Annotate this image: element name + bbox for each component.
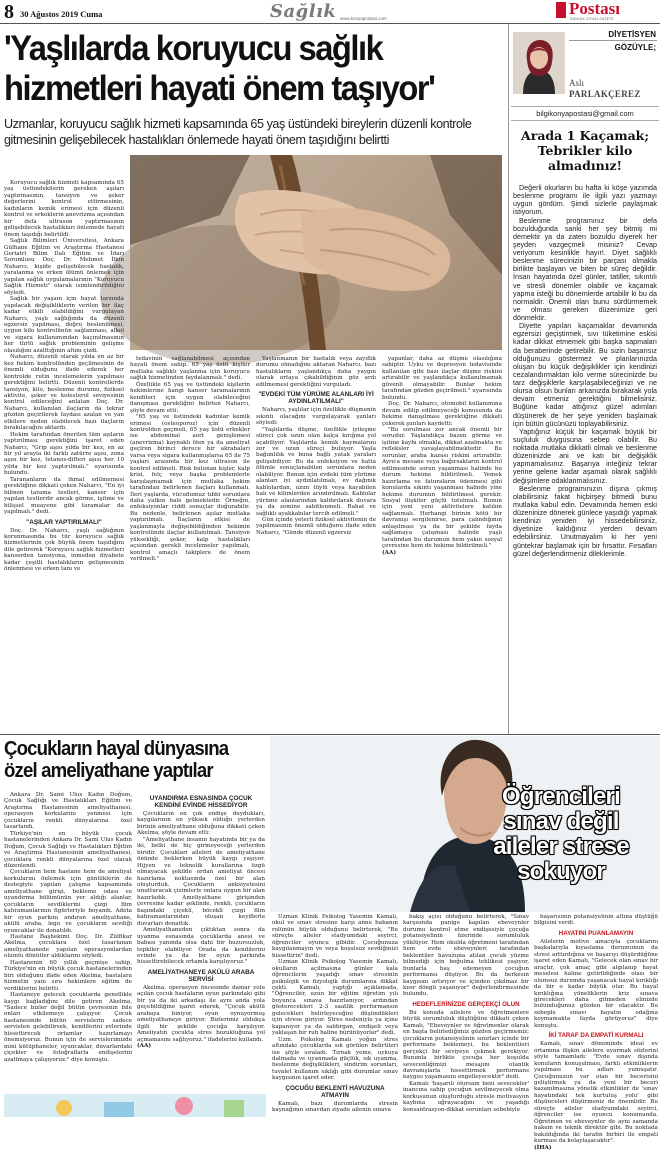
columnist-first-name: Aslı [569,78,585,88]
columnist-kicker2: GÖZÜYLE; [614,43,656,52]
story3-subhead-goals: HEDEFLERİNİZDE GERÇEKÇİ OLUN [412,1000,520,1008]
main-article-col4: yapanlar, daha az düşme olasılığına sahiptir. Uyku ve depresyon tedavisinde kullanılan gibi bazı ilaçlar düşme riskini artırabilir ve yaşlandıkça kullanılmamak güvenli olmayabilir. Bunlar hekim tarafından gözden geçirilmeli." uyarısında bulundu. Doç. Dr. Naharcı, otomobil kullanımına devam edilip edilmeyeceği konusunda da hekime danışılması gerektiğine dikkati çekerek şunları kaydetti: "Bu sorulması zor ancak önemli bir sorudur. Yaşlandıkça bazen görme ve işitme kaybı olmakla, dikkat azalmakta ve refleksler yavaşlayabilmektedir. Bu sorunlar, araba kazası riskini artırabilir. Ayrıca mesane veya bağırsakların kontrol edilmesinde sorun yaşanması halinde bu durum hekime bildirilmeli. Yemek hazırlama ve faturaların ödenmesi gibi konularda sıkıntı yaşanması halinde yine hekime durumun bildirilmesi gerekir. Sosyal ilişkiler güçlü tutulmalı. Bunun için yeni yeni aktivitelere katılım sağlanmalı. Herhangi birinin kötü bir davranışı sergilenirse, para çalındığının anlaşılması ya da bir şekilde fayda sağlamaya çalışması halinde yaşlı tarafından bu durumun hem yakın sosyal çevresine hem de hekime bildirilmeli." (AA) [382,356,502,556]
columnist-last-name: PARLAKÇEREZ [569,89,641,99]
logo-tagline: GÜNLÜK SİYASİ GAZETE [570,17,614,21]
main-headline-line2: hizmetleri hayati önem taşıyor' [4,68,435,108]
page-number: 8 [4,1,14,23]
section-divider [0,734,660,735]
issue-date: 30 Ağustos 2019 Cuma [20,9,103,19]
story3-col3: başarısının potansiyelinin altına düştüğü bilgisini verdi. HAYATINI PUANLAMAYIN Ailelerin motive amacıyla çocuklarını başkalarıyla kıyaslama durumunun da stresi arttırdığına ve başarıyı düşürdüğüne işaret eden Kamalı, "Gelecek olan sınav bir araçtır, çok amaç gibi algılanıp hayat meselesi haline getirildiğinde olası bir olumsuz durumda yaşanacak hayal kırıklığı da bir o kadar büyük olur. Bu hayal kırıklığına yöneliklerin kriz sınava girecekleri daha gitmeden elinizde bulunduğunuz gözden bir olacaktır. Bu sebeple sınavı hayatın odağına koymamakta fayda görüyoruz" diye konuştu. İKİ TARAF DA EMPATİ KURMALI Kamalı, sınav döneminde ideal ev ortamına ilişkin ailelere uyarmak sözlerini şöyle tamamladı: "Evde sınav dışında konuların konuşulması, farklı etkinliklerin yapılması bu adları yumuşatır. Çocuğunuzun var olan bir becerisini geliştirmek ya da yeni bir beceri kazanılmasına yönelik etkinlikler de 'sınav hayatındaki tek kurtuluş yolu' gibi düşünceleri düşürmeniz de önemlidir. Bu süreçte aileler stadyumdaki seyirci, öğrenciler ise oyuncu konumunda. Öğretmen ve ebeveynler de aynı zamanda hakem ve teknik direktör gibi. Bu noktada bakıldığında iki tarafın birbiri ile empati kurması da kolaylaşacaktır". (İHA) [534,914,658,1151]
columnist-kicker1: DİYETİSYEN [608,30,656,39]
story3-headline-line1: Öğrencileri [502,783,620,810]
operating-room-photo [4,1094,266,1117]
story3-source: (İHA) [534,1144,552,1151]
main-subhead-vaccines: "AŞILAR YAPTIRILMALI" [26,518,102,526]
student-photo [270,736,660,912]
story3-headline-line3: aileler strese [493,833,629,860]
story2-headline [4,738,266,782]
story3-col2: bakış açısı olduğunu belirterek, "Sınav karşısında panige kapılan ebeveynler durumu kontrol etme endişesiyle çocuğa potansiyelinin üzerinde sorumluluk yüklüyor. Hem okulda öğretmeni tarafından hem evde ebeveynleri tarafından beklentiler havuzuna atılan çocuk yüzme bilmediği için boğulma tehlikesi yaşıyor, bunlarla baş edemeyen çocuğun performansı düşüyor. Bu da herkesin kaygısını artırıyor ve içinden çıkılmaz bir kısır döngü yaşanıyor" değerlendirmesinde bulundu. HEDEFLERİNİZDE GERÇEKÇİ OLUN Bu konuda ailelere ve öğretmenlere büyük sorumluluk düştüğüne dikkati çeken Kamalı, "Ebeveynler ve öğretmenler olarak en başta belirlediğimiz gözden geçirmemiz; çocukların potansiyelinin sınırları içinde bir performans beklemeyi, bu beklentileri gerçekçi bir seviyeye çekmek gerekiyor. Bununla birlikte çocuğa her koşulda sevecenliğimizi mesajını otantik davranışlarla hissettirmek performans kaygısı yaşamasını engelleyecektir" dedi. Kamalı 'başarılı olursam beni sevecekler' inancına sahip çocuğun sevilmeyecek olma korkusunun oluşturduğu stresle motivasyon kaybına uğrayacağını ve yaşadığı konsantrasyon-dikkat sorunları sebebiyle [403,914,529,1113]
hands-cane-illustration [130,155,502,350]
logo-word: Postası [569,0,620,18]
woman-portrait-icon [513,32,565,94]
story2-headline-line2: özel ameliyathane yaptılar [4,760,213,782]
page-header [0,0,660,24]
newspaper-logo [556,0,660,22]
site-url[interactable]: www.konyapostasi.com [340,16,387,21]
main-headline-line1: 'Yaşlılarda koruyucu sağlık [4,28,383,68]
main-article-source: (AA) [382,549,396,556]
main-article-col3: Yaşlanmanın bir hastalık veya zayıflık durumu olmadığını aktaran Naharcı, bazı hastalıkların yaşlandıkça daha yaygın olarak ortaya çıkabildiğinin göz ardı edilmemesi gerektiğini vurguladı. "EVDEKİ TÜM YÜRÜME ALANLARI İYİ AYDINLATILMALI" Naharcı, yaşlılar için özellikle düşmenin sıkıntı olacağını vurgulayarak şunları söyledi: "Yaşlılarda düşme, özellikle iyileşme süreci çok uzun olan kalça kırığına yol açabiliyor. Yaşlılarda kemik kaymalarını zor ve uzun süreçi buluyor. Yaşla bağımlılık ve buna bağlı yatak yaraları gelişebiliyor. Bu da enfeksiyon ve hatta ölümle sonuçlanabilen sorunlara neden olabiliyor. Bunun için evdeki tüm yürüme alanları iyi aydınlatılmalı, ev dağınık kablolardan, uzun tüylü veya kayabilen halı ve kilimlerden arındırılmalı. Kablolar yürüme alanlarından kaldırılarak duvara ya da zemine sabitlenmeli. Rahat ve sağlıklı ayakkabılar tercih edilmeli." Gün içinde yeterli fiziksel aktivitenin de yapılmasının önemli olduğunu ifade eden Naharcı, "Günde düzenli egzersiz [256,356,376,536]
story2-headline-line1: Çocukların hayal dünyasına [4,738,229,760]
main-article-col1: Koruyucu sağlık hizmeti kapsamında 65 yaş üstündekilerin gereken aşıları yaptırmasının, tansiyon ve şeker değerlerini kontrol ettirmesinin, kadınların kemik erimesi için düzenli kontrol ve erkeklerin anevrizma açısından bir defa ultrason yaptırmasının gelişebilecek hastalıkları önlemede hayati önem taşıdığı belirtildi. Sağlık Bilimleri Üniversitesi, Ankara Gülhane Eğitim ve Araştırma Hastanesi Geriatri Bilim Dalı Eğitim ve İdari Sorumlusu Doç. Dr. Mehmet İlkin Naharcı, kişide gelişebilecek hastalık, yaralanma ve erken ölümü önlemek için yapılan sağlık uygulamalarının "Koruyucu Sağlık Hizmeti" olarak isimlendirildiğini söyledi. Sağlık bir yaşam için hayat tarzında yapılacak değişikliklerin verilen bir ilaç kadar etkili olabildiğini vurgulayan Naharcı, yaşlı sağlığında da düzenli egzersiz yapılması, doğru beslenilmesi, uygun kilo kontrolünün sağlanması, alkol ve sigara kullanımından kaçınılmasının her türlü sağlık probleminin gelişme olasılığını azalttığının altını çizdi. Naharcı, düzenli olarak yılda en az bir kez hekim kontrolünden geçilmesinin de önemli olduğunu ifade ederek her kontrolde rutin incelemelerin yapılması gerektiğini belirtti. Düzenli kontrollerde tansiyon, kilo, beslenme durumu, fiziksel aktivite, şeker ve kolesterol seviyesinin kontrol edileceğini anlatan Doç. Dr. Naharcı, kullanılan ilaçların da tekrar gözden geçirilerek faydası azalan ve yan etkilere neden olabilecek bazı ilaçların bırakılacağını aktardı. Hekim tarafından önerilen tüm aşıların yaptırılması gerektiğini işaret eden Naharcı, "Grip aşısı yılda bir kez, en az bir yıl arayla iki farklı zatürre aşısı, zona aşısı bir kez, tetanos-difteri aşısı her 10 yılda bir kez yaptırılmalı." uyarısında bulundu. Tarananların da ihmal edilmemesi gerektiğine dikkati çeken Naharcı, "En iyi bilinen tarama testleri, kanser için yapılan testlerdir ancak görme, işitme ve bilişsel muayene gibi taramalar da yapılmalı." dedi. "AŞILAR YAPTIRILMALI" Doç. Dr. Naharcı, yaşlı sağlığının korunmasında bu tür koruyucu sağlık hizmetlerinin çok büyük önem taşıdığını dile getirerek "Koruyucu sağlık hizmetleri kanserden tansiyona, inmeden diyabete kadar çeşitli hastalıkların gelişmesinin önlenmesi ve erken tanı ve [4,180,124,573]
story3-subhead-empathy: İKİ TARAF DA EMPATİ KURMALI [548,1032,644,1040]
story3-col1: Uzman Klinik Psikolog Yasemin Kamalı, okul ve sınav stresine karşı anne babanın rolünün büyük olduğunu belirterek, "Bu süreçte aileler stadyumdaki seyirci, öğrenciler oyuncu gibidir. Çocuğunuza kaygılanmayın ve veya koşulsuz sevdiğinizi hissettirin" dedi. Uzman Klinik Psikolog Yasemin Kamalı, okulların açılmasına günler kala öğrencilerin yaşadığı sınav stresinin psikolojik ve fizyolojik durumlarına dikkat çekti. Kamalı, yaptığı açıklamada, "Öğrenciler, uzun bir eğitim öğretim yılı boyunca sınava hazırlanıyor, ardından gösterecekleri 2-3 saatlik performansın gelecekleri belirleyeceğini düşündükleri için strese giriyor. Stres nedeniyle ya içine kapanıyor ya da saldırgan, endişeli veya yaklaşan bir ruh haline bürünüyorlar" dedi. Uzm. Psikolog Kamalı yoğun stres altındaki çocuklarda sık görülen belirtileri ise şöyle sıraladı: Tırnak yeme, uykuya dalmada ve uyanmada güçlük, sık uyanma, beslenme değişiklikleri, sindirim sorunları, tuvalet kullanım sıklığı gibi durumlar sınav kaygısının işaret eder. ÇOCUĞU BEKLENTİ HAVUZUNA ATMAYIN Kamalı, bazı durumlarda stresin kaynağının sınavdan ziyade ailenin sınava [272,914,398,1114]
story3-headline [466,784,656,884]
main-col1-body: Koruyucu sağlık hizmeti kapsamında 65 yaş üstündekilerin gereken aşıları yaptırmasının, tansiyon ve şeker değerlerini kontrol ettirmesinin, kadınların kemik erimesi için düzenli kontrol ve erkeklerin anevrizma açısından bir defa ultrason yaptırmasının gelişebilecek hastalıkları önlemede hayati önem taşıdığı belirtildi. Sağlık Bilimleri Üniversitesi, Ankara Gülhane Eğitim ve Araştırma Hastanesi Geriatri Bilim Dalı Eğitim ve İdari Sorumlusu Doç. Dr. Mehmet İlkin Naharcı, kişide gelişebilecek hastalık, yaralanma ve erken ölümü önlemek için yapılan sağlık uygulamalarının "Koruyucu Sağlık Hizmeti" olarak isimlendirildiğini söyledi. Sağlık bir yaşam için hayat tarzında yapılacak değişikliklerin verilen bir ilaç kadar etkili olabildiğini vurgulayan Naharcı, yaşlı sağlığında da düzenli egzersiz yapılması, doğru beslenilmesi, uygun kilo kontrolünün sağlanması, alkol ve sigara kullanımından kaçınılmasının her türlü sağlık probleminin gelişme olasılığını azalttığının altını çizdi. Naharcı, düzenli olarak yılda en az bir kez hekim kontrolünden geçilmesinin de önemli olduğunu ifade ederek her kontrolde rutin incelemelerin yapılması gerektiğini belirtti. Düzenli kontrollerde tansiyon, kilo, beslenme durumu, fiziksel aktivite, şeker ve kolesterol seviyesinin kontrol edileceğini anlatan Doç. Dr. Naharcı, kullanılan ilaçların da tekrar gözden geçirilerek faydası azalan ve yan etkilere neden olabilecek bazı ilaçların bırakılacağını aktardı. Hekim tarafından önerilen tüm aşıların yaptırılması gerektiğini işaret eden Naharcı, "Grip aşısı yılda bir kez, en az bir yıl arayla iki farklı zatürre aşısı, zona aşısı bir kez, tetanos-difteri aşısı her 10 yılda bir kez yaptırılmalı." uyarısında bulundu. Tarananların da ihmal edilmemesi gerektiğine dikkati çeken Naharcı, "En iyi bilinen tarama testleri, kanser için yapılan testlerdir ancak görme, işitme ve bilişsel muayene gibi taramalar da yapılmalı." dedi. [4,180,124,516]
section-title: Sağlık [270,1,337,22]
columnist-email[interactable]: bilgikonyapostasi@gmail.com [511,106,659,121]
columnist-box [508,24,660,734]
main-deck: Uzmanlar, koruyucu sağlık hizmeti kapsamında 65 yaş üstündeki bireylerin düzenli kontrole gitmesinin gelişebilecek hastalıkları önlemede hayati önem taşıdığını belirtti [4,117,472,147]
playroom-illustration [4,1094,266,1117]
main-headline [4,28,504,108]
story3-subhead-scoring: HAYATINI PUANLAMAYIN [558,929,634,937]
columnist-portrait [513,32,565,94]
story2-col2: UYANDIRMA ESNASINDA ÇOCUK KENDİNİ EVİNDE HİSSEDİYOR Çocukların en çok endişe duydukları, kaygılarının en yüksek olduğu yerlerden birinin ameliyathane olduğuna dikkati çeken Akelma, şöyle devam etti: "Ameliyathane insanın hayatında bir ya da iki, belki de hiç girmeyeceği yerlerden biridir. Çocukları aileleri de ameliyathane önünde beklerken büyük kaygı yaşıyor. Hijyen ve teknolik kurallarına özgü olmayacak şekilde ordan ameliyat öncesi hazırlama noktasında özel bir alan oluşturduk. Çocukların anksiyetesini unutturacak çizimlerle onlara uygun bir alan hazırladık. Ameliyathane girişinden çevresine kadar şeklinde, renkli, çocukların başındaki çiçekli, böcekli çizgi film kahramanlarından oluşan keyiflerle duvarları donattık. Ameliyathaneden çıktıktan sonra da uyanma esnasında çocuklarda anesi ve babası yanında olsa dahi bir huzursuzluk, tepkiler olabiliyor. Orada da kendilerini evinde ya da bir oyun parkında hissettirebilecek ortamla karşılıyoruz." AMELİYATHANEYE AKÜLÜ ARABA SERVİSİ Akelma, operasyon öncesinde damar yolu açılan çocuk hastaların oyun parkındaki gibi bir ya da iki arkadaşı ile aynı anda yola geçebildiğine işaret ederek, "Çocuk akülü arabaya biniyor, oyun oynuyormuş ameliyathaneye giriyor. Bizlerimiz oldukça ilgili bir şekilde çocuğa karşılıyor. Ameliyatın çocukta stres bozukluğuna yol açmamasını sağlıyoruz." ifadelerini kullandı. (AA) [137,795,265,1049]
main-article-col2: tedavinin sağlanabilmesi açısından hayati önem sahip. 65 yaş üstü kişiler mutlaka sağlıklı yaşlanma için koruyucu sağlık hizmetinden faydalanmalı." dedi. Özellikle 65 yaş ve üstündeki kişilerin hekimlerine hangi kanser taramalarının kendileri için uygun olabileceğini danışması gerektiğini belirten Naharcı, şöyle devam etti: "65 yaş ve üstündeki kadınlar kemik erimesi (osteoporoz) için düzenli kontrolden geçmeli, 65 yaş üstü erkekler ise abdominal aort genişlemesi (anevrizma) kaynaklı ölen ya da ameliyat geçiren birinci derece bir akrabaları varsa veya sigara kullanmışlarsa 65 ile 75 yaşları arasında bir kez ultrason ile kontrol edilmeli. Risk bulunan kişler, kalp krizi, felç veya başka problemlerle karşılaşmamak için mutlaka hekim tarafından belirlenen ilaçları kullanmalı. İleri yaşlarda, vücudumuz tıbbi sorunlara daha yatkın hale gelmektedir. Örneğin, enfeksiyonlar ciddi sonuçlar doğurabilir. Bu nedenle, belirlenen aşılar mutlaka yaptırılmalı. İlaçların etkisi de yaşlanmayla değişebildiğinden hekimin kontrolünde ilaçlar kullanılmalı. Tansiyon yüksekliği, şeker, kalp hastalıkları açısından gerekli incelemeler yapılmalı, kontrol amaçlı takiplere de önem verilmeli." [130,356,250,563]
story3-headline-line2: sınav değil [503,808,619,835]
story3-headline-line4: sokuyor [517,858,605,885]
story2-source: (AA) [137,1042,151,1049]
elderly-hands-photo [130,155,502,350]
main-subhead-lighting: "EVDEKİ TÜM YÜRÜME ALANLARI İYİ AYDINLATILMALI" [258,391,374,406]
column-body: Değerli okurların bu hafta ki köşe yazımda beslenme programı ile ilgili yazı yazmayı uygun gördüm. Şimdi sizlerle paylaşmak istiyorum. Beslenme programınız bir defa bozulduğunda sanki her şey bitmiş mi demektir ya da zaten bozuldu diyerek her şeyden vazgeçmeli misiniz? Cevap veriyorum kesinlikle hayır!. Diyet sağlıklı beslenme sürecinizin bir parçası olmakla birlikte başlayan ve biten bir süreç değildir. İnsan hayatında özel günler, tatiller, sıkıntılı ve stresli dönemler olabilir ve kaçamak yapma isteği bu dönemlerde artabilir ki bu da normaldir. Önemli olan bunu sürdürmemek ve olması gereken düzenimize geri dönmektir. Diyette yapılan kaçamaklar devamında egzersizi geçiştirmek, sıvı tüketimine eskisi kadar dikkat etmemek gibi başka sapmaları da beraberinde getirebilir. Bu sizin başarısız olduğunuzu göstermez ve planlarınızda oluşan bu küçük değişiklikler için kendinizi cezalandırmaktan kilo verme sürecinizde bu tarz değişiklerle karşılaşabileceğinizi ve ne olursa olsun bunları arkanızda bırakarak yola devam etmeniz gerektiğini bilmelisiniz. Buğüne kadar attığınız güzel adımları düşünerek de her şeye yeniden başlamak için bütün gücünüzü toplayabilirsiniz. Yaptığınız küçük bir kaçamak büyük bir suçluluk duygusuna sebep olabilir. Bu noktada mutlaka dikkatli olmalı ve beslenme düzeninizde ani ve katı bir değişiklik yapmamalısınız. Başarıya inteğiniz tekrar yerine gelene kadar aşamalı olarak sağlıklı değişimlere odaklanmalısınız. Beslenme programınızın dışına çıkmış olabilirsiniz fakat hiçbirşey bitmedi bunu mutlaka kabul edin. Devamında hemen eski düzeninize dönerek günlece yaşıdığı yapmak kendinizi yeniden iyi hissedebilirsiniz, diyetinize kaldığınız yerden devam edebilirsiniz. Unutmayalım ki her yeni güntekrar başlamak için bir fırsattır. Fırsatları güzel değerlendirmeniz dileklerimle. [513,184,657,558]
story2-col1: Ankara Dr. Sami Ulus Kadın Doğum, Çocuk Sağlığı ve Hastalıkları Eğitim ve Araştırma Hastanesinin ameliyathanesi, operasyon korkularını yenmesi için çocukların renkli dünyalarına özel tasarlandı. Türkiye'nin en büyük çocuk hastanelerinden Ankara Dr. Sami Ulus Kadın Doğum, Çocuk Sağlığı ve Hastalıkları Eğitim ve Araştırma Hastanesinin ameliyathanesi, çocuklara renkli dünyalarına özel olarak düzenlendi. Çocukların hem hastane hem de ameliyat korkularını önlemek için günlüklerin de destegiyle yapılan çalışma kapsamında ameliyathane girişi, bekleme odası ve uyandırma bölümünün yer aldığı alanlar, çocukların sevdiklerini çizgi film kahramanlarının figürleriyle boyandı. Adeta bir oyun parkını andıran ameliyathane, akülü araba, lego ve çocukların sevdiği oyuncaklar ile donatıldı. Hastane Başhekimi Doç. Dr. Zülfikar Akelma, çocuklara özel tasarlanan ameliyathanede yapılan operasyonlardan olumlu dönütler aldıklarını söyledi. Hastanenin 60 yıllık geçmişe sahip, Türkiye'nin en büyük çocuk hastanelerinden biri olduğunu ifade eden Akelma, hastalara hizmetin yanı sıra hekimlere eğitim de verdiklerini belirtti. Hastaneye gelecek çocuklarda genellikle kaygı bağladığını dile getiren Akelma, "Sadece bizler değil bütün çevresinin bile onları etkilemeye çalışıyor. Çocuk hastanesinde bütün servislerin sadece servisten gelebilirsek, kendilerini evlerinde hissettirecek ortamlar hazırlamayı önemsiyoruz. Bunun için de servislerimizde mini kütüphaneler, oyuncaklar, duvarlardaki çiçekler ve fotoğraflarla endişelerini azaltmaya çalışıyoruz." diye konuştu. [4,792,132,1063]
story2-subhead-waking: UYANDIRMA ESNASINDA ÇOCUK KENDİNİ EVİNDE HİSSEDİYOR [149,795,253,809]
story3-subhead-expectations: ÇOCUĞU BEKLENTİ HAVUZUNA ATMAYIN [285,1084,385,1099]
story2-subhead-car: AMELİYATHANEYE AKÜLÜ ARABA SERVİSİ [147,968,255,983]
column-title: Arada 1 Kaçamak; Tebrikler kilo almadınız! [521,128,649,173]
